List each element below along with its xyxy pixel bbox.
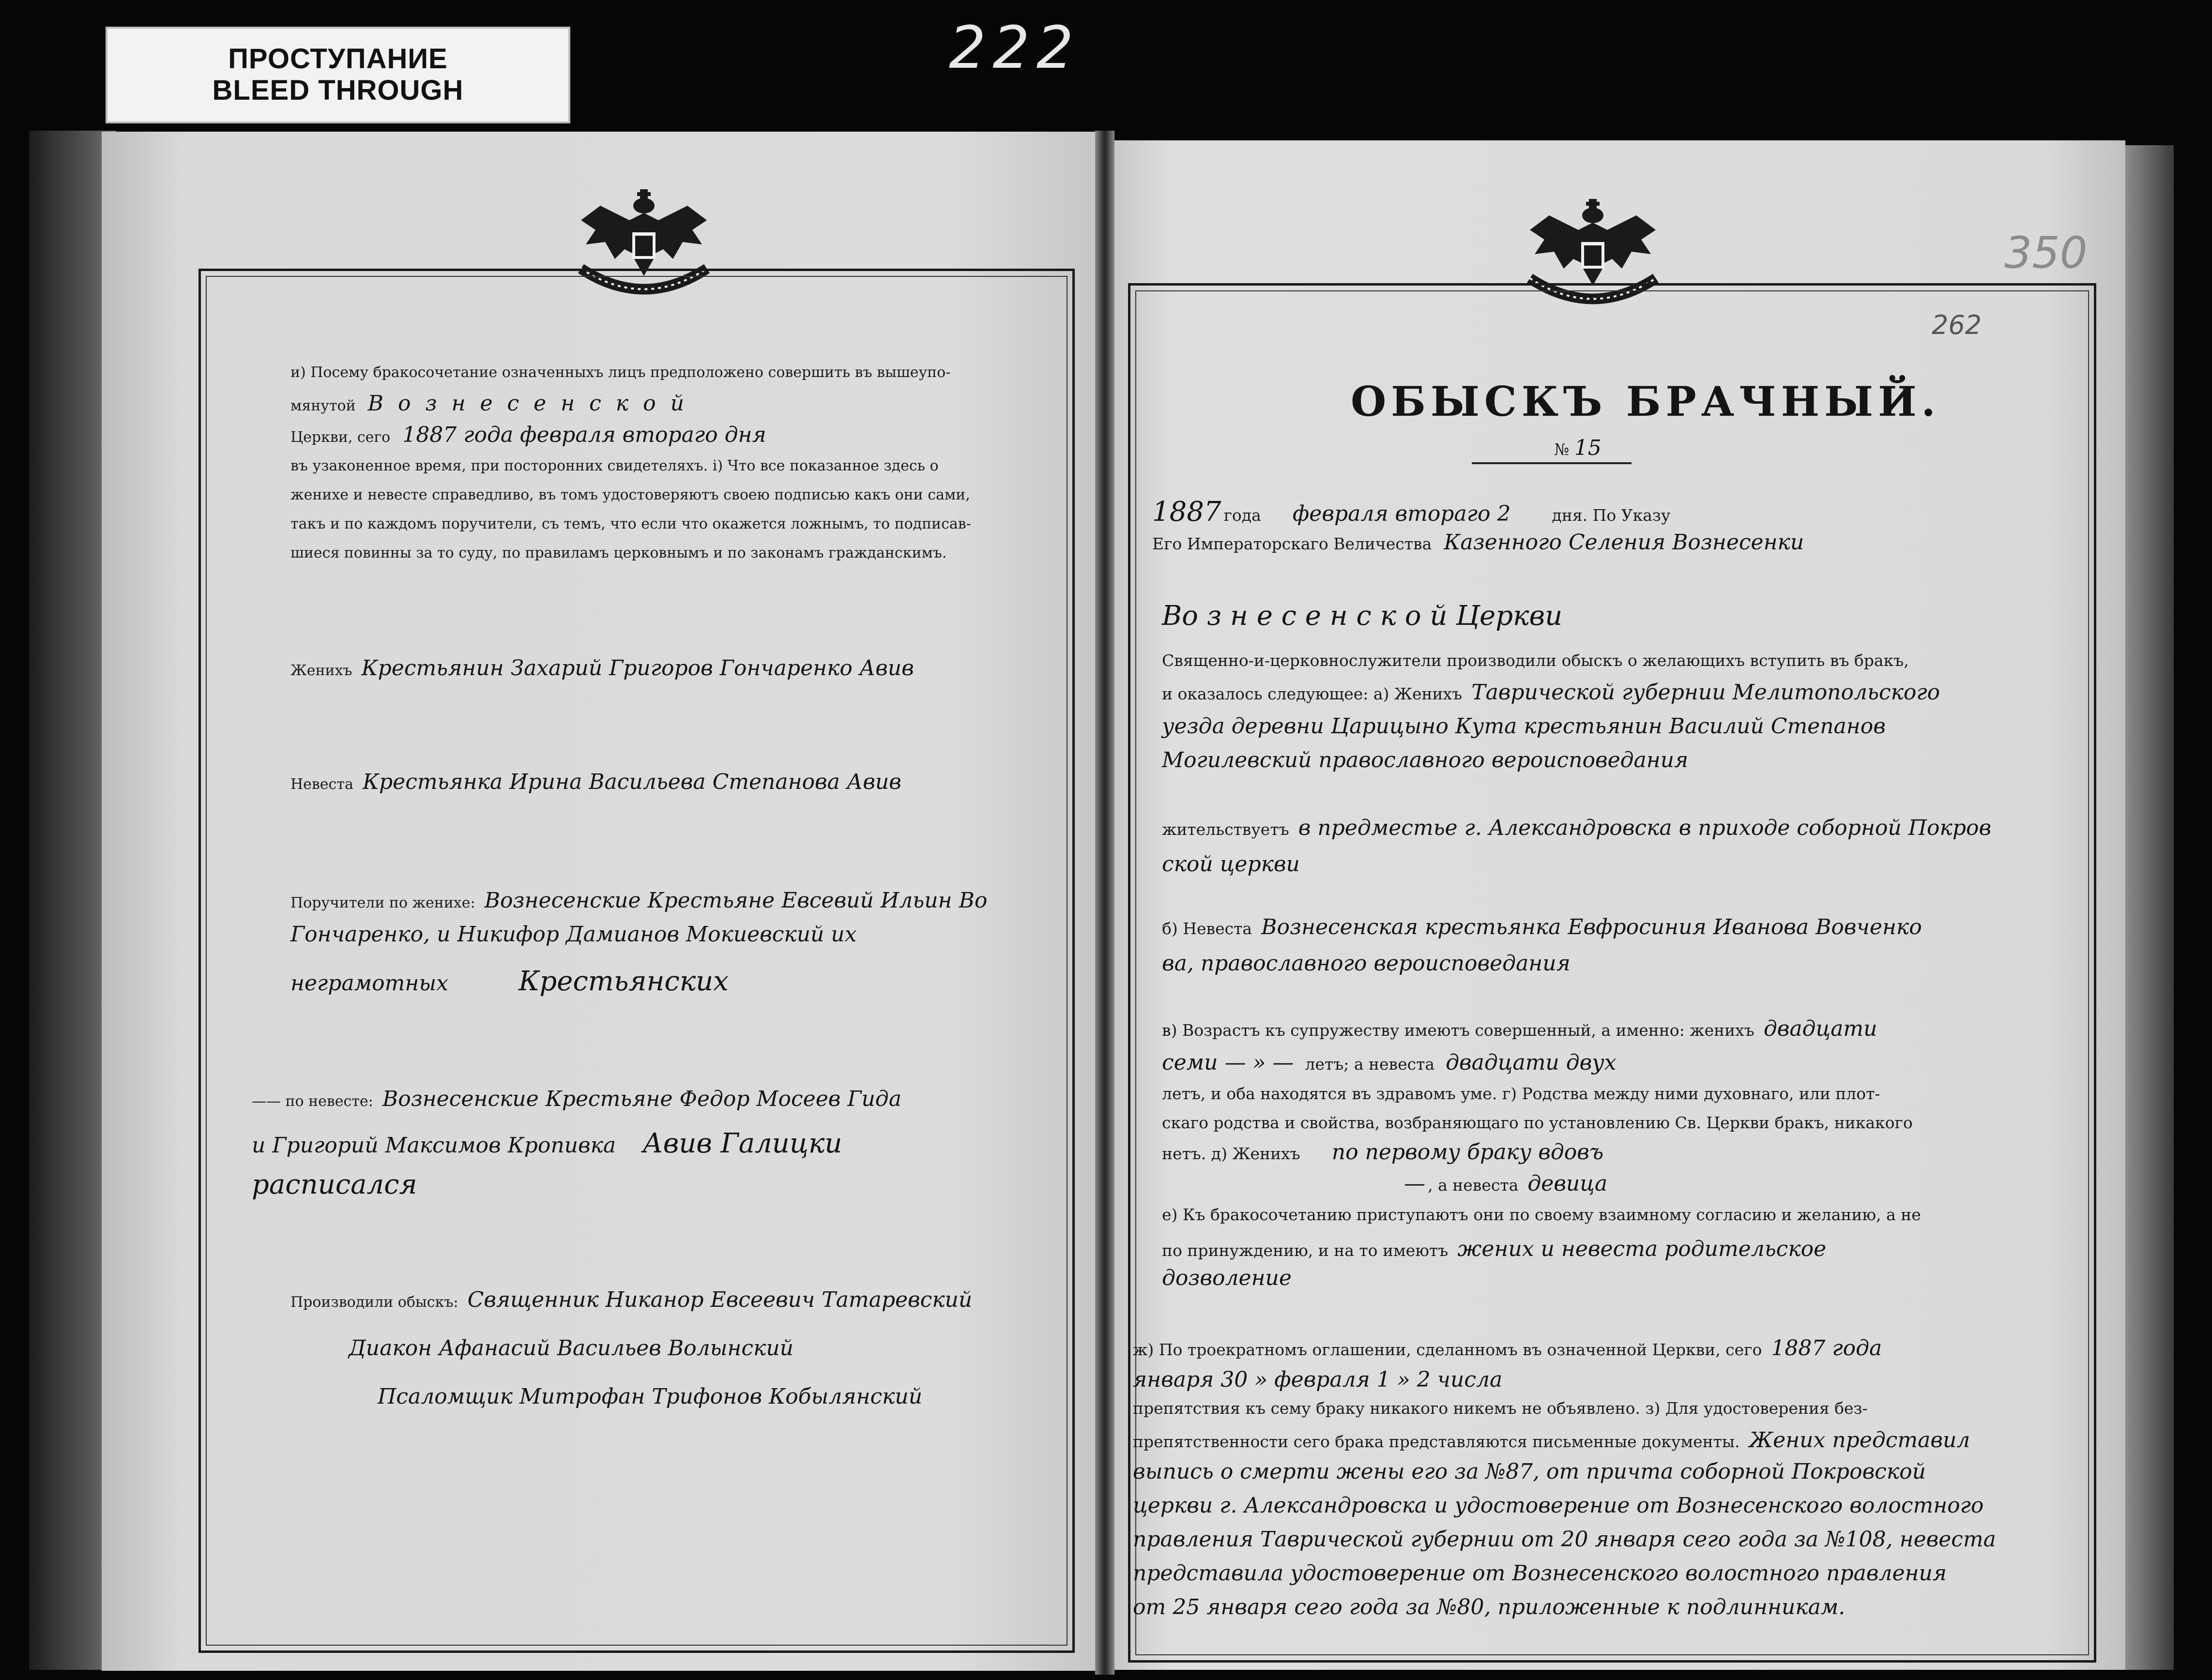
right-row-23: препятствия къ сему браку никакого никемъ не объявлено. з) Для удостоверения без- [1133,1399,1868,1418]
right-row-age: в) Возрастъ къ супружеству имеютъ совершенный, а именно: женихъ двадцати [1162,1016,1877,1041]
right-row-7: Могилевский православного вероисповедания [1162,748,1689,772]
right-row-bride: б) Невеста Вознесенская крестьянка Евфросиния Иванова Вовченко [1162,915,1922,939]
right-row-14: летъ, и оба находятся въ здравомъ уме. г) Родства между ними духовнаго, или плот- [1162,1084,1880,1103]
right-row-4: Священно-и-церковнослужители производили обыскъ о желающихъ вступить въ бракъ, [1162,651,1909,670]
groom-signature-row: Женихъ Крестьянин Захарий Григоров Гончаренко Авив [290,656,914,681]
left-row-12: неграмотных Крестьянских [290,966,729,997]
left-row-14: и Григорий Максимов Кропивка Авив Галицки [252,1128,842,1159]
bride-signature-row: Невеста Крестьянка Ирина Васильева Степанова Авив [290,770,901,794]
left-row-2: мянутой Вознесенской [290,391,699,416]
record-number-value: 15 [1574,436,1602,460]
right-row-27: правления Таврической губернии от 20 января сего года за №108, невеста [1133,1527,1996,1552]
examiners-row: Производили обыскъ: Священник Никанор Евсеевич Татаревский [290,1287,973,1312]
printed-page-number: 262 [1932,310,1982,340]
right-row-29: от 25 января сего года за №80, приложенные к подлинникам. [1133,1595,1846,1619]
left-row-3: Церкви, сего 1887 года февраля втораго дня [290,423,766,447]
record-number-label [1554,436,1602,460]
frame-number: 222 [949,15,1081,82]
record-number-prefix: № [1554,440,1570,459]
right-row-9: ской церкви [1162,852,1300,877]
right-row-church: Во з н е с е н с к о й Церкви [1162,600,1563,632]
right-row-22: января 30 » февраля 1 » 2 числа [1133,1367,1503,1392]
document-title: ОБЫСКЪ БРАЧНЫЙ. [1351,378,1940,425]
left-row-4: въ узаконенное время, при посторонних свидетеляхъ. і) Что все показанное здесь о [290,457,939,474]
left-row-15: расписался [252,1169,417,1200]
right-row-28: представила удостоверение от Вознесенского волостного правления [1133,1561,1947,1586]
left-page-border [198,269,1075,1653]
right-row-1: 1887 года февраля втораго 2 дня. По Указу [1152,496,1671,528]
right-row-marital-status: нетъ. д) Женихъ по первому браку вдовъ [1162,1140,1604,1165]
right-row-13: семи — » — летъ; а невеста двадцати двух [1162,1050,1617,1075]
right-row-15: скаго родства и свойства, возбраняющаго по установлению Св. Церкви бракъ, никакого [1162,1113,1913,1132]
right-row-2: Его Императорскаго Величества Казенного Селения Вознесенки [1152,530,1804,555]
left-row-17: Диакон Афанасий Васильев Волынский [349,1336,793,1361]
right-row-25: выпись о смерти жены его за №87, от причта соборной Покровской [1133,1459,1926,1484]
bride-guarantors-row: —— по невесте: Вознесенские Крестьяне Федор Мосеев Гида [252,1087,901,1111]
right-row-banns: ж) По троекратномъ оглашении, сделанномъ въ означенной Церкви, сего 1887 года [1133,1336,1882,1361]
groom-guarantors-row: Поручители по женихе: Вознесенские Крестьяне Евсевий Ильин Во [290,888,988,913]
right-row-20: дозволение [1162,1266,1292,1290]
right-row-6: уезда деревни Царицыно Кута крестьянин Василий Степанов [1162,714,1886,739]
book-gutter [1095,131,1114,1675]
right-row-residence: жительствуетъ в предместье г. Александровска в приходе соборной Покров [1162,816,1992,840]
left-row-7: шиеся повинны за то суду, по правиламъ церковнымъ и по законамъ гражданскимъ. [290,545,947,561]
right-row-groom: и оказалось следующее: а) Женихъ Таврической губернии Мелитопольского [1162,680,1940,705]
left-row-5: женихе и невесте справедливо, въ томъ удостоверяютъ своею подписью какъ они сами, [290,486,970,503]
archive-label [106,27,570,123]
right-row-18: е) Къ бракосочетанию приступаютъ они по своему взаимному согласию и желанию, а не [1162,1205,1921,1224]
right-row-17: — , а невеста девица [1404,1171,1608,1196]
right-row-documents: препятственности сего брака представляются письменные документы. Жених представил [1133,1428,1970,1453]
archive-label-russian: ПРОСТУПАНИЕ [228,43,448,75]
right-row-consent: по принуждению, и на то имеютъ жених и невеста родительское [1162,1237,1827,1261]
left-row-18: Псаломщик Митрофан Трифонов Кобылянский [378,1384,923,1409]
title-underline [1472,462,1632,464]
archive-label-english: BLEED THROUGH [212,75,464,106]
right-row-26: церкви г. Александровска и удостоверение от Вознесенского волостного [1133,1493,1984,1518]
left-row-11: Гончаренко, и Никифор Дамианов Мокиевский их [290,922,857,947]
archive-folio-number: 350 [2004,227,2088,278]
left-row-6: такъ и по каждомъ поручители, съ темъ, что если что окажется ложнымъ, то подписав- [290,515,971,532]
left-row-1: и) Посему бракосочетание означенныхъ лицъ предположено совершить въ вышеупо- [290,364,951,381]
right-row-11: ва, православного вероисповедания [1162,951,1571,976]
